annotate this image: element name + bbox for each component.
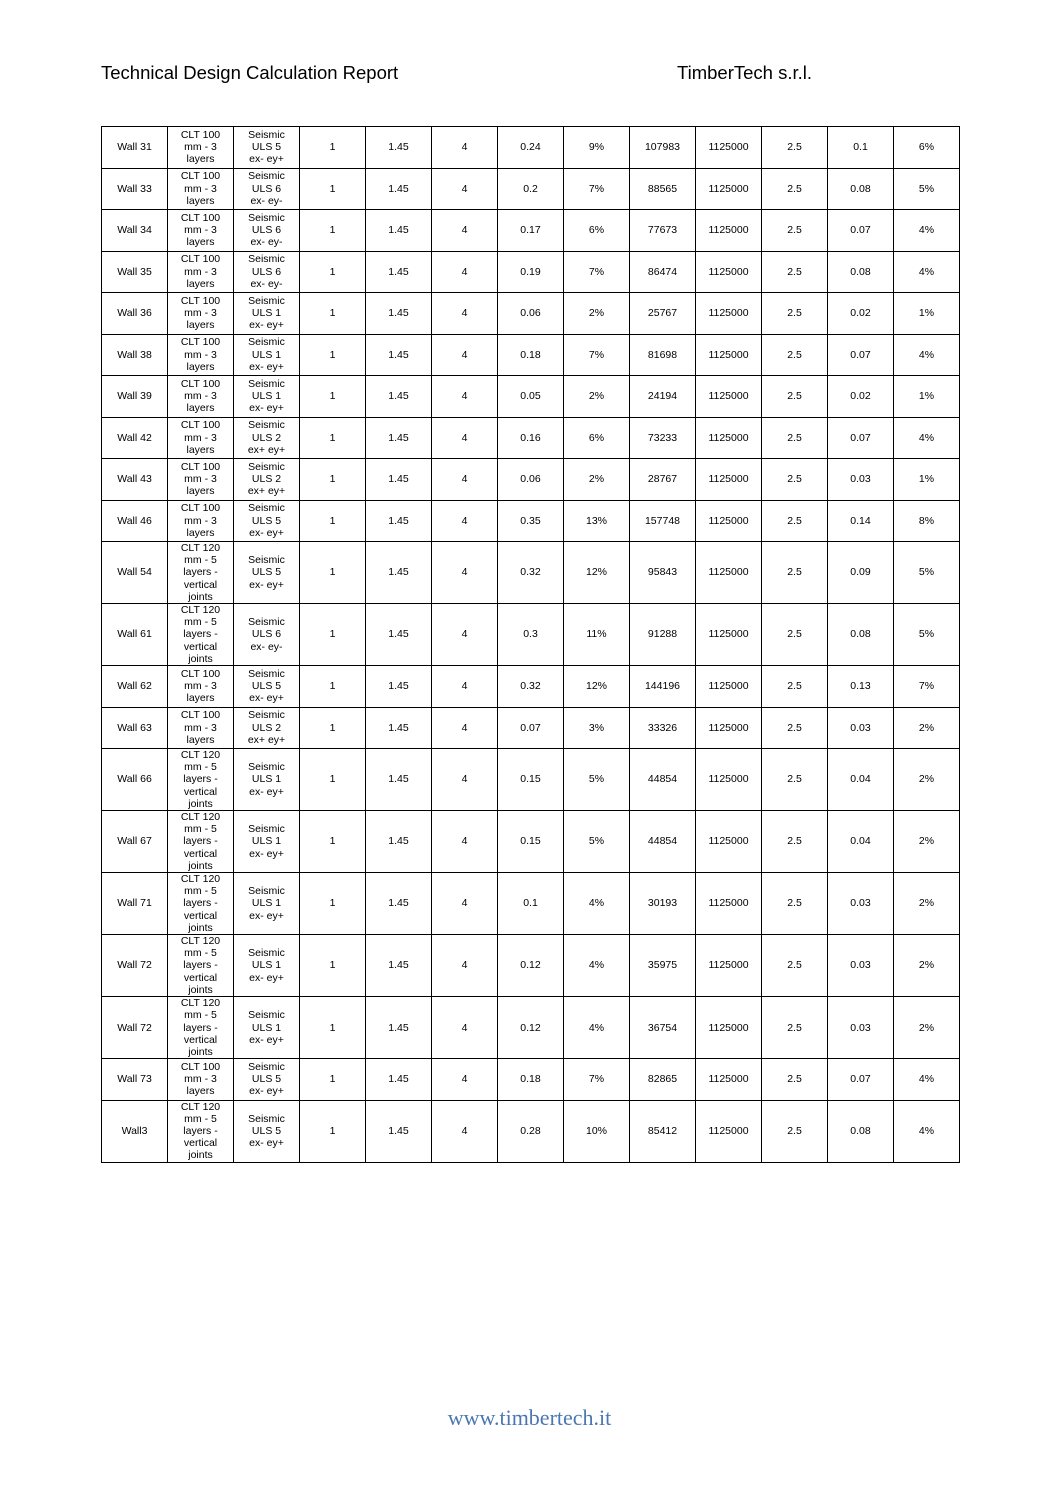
table-cell-col-4: 1 bbox=[300, 997, 366, 1059]
table-cell-col-7: 0.18 bbox=[498, 1059, 564, 1101]
table-cell-col-6: 4 bbox=[432, 542, 498, 604]
table-row bbox=[102, 1059, 960, 1101]
table-cell-wall-name: Wall 67 bbox=[102, 811, 168, 873]
table-cell-col-10: 1125000 bbox=[696, 935, 762, 997]
table-cell-col-4: 1 bbox=[300, 376, 366, 418]
table-cell-col-13: 1% bbox=[894, 376, 960, 418]
table-cell-load-combination: Seismic ULS 6 ex- ey- bbox=[234, 251, 300, 293]
table-cell-col-13: 6% bbox=[894, 127, 960, 169]
table-cell-col-8: 4% bbox=[564, 997, 630, 1059]
table-cell-col-13: 5% bbox=[894, 168, 960, 210]
table-cell-panel-type: CLT 100 mm - 3 layers bbox=[168, 666, 234, 708]
table-cell-col-7: 0.17 bbox=[498, 210, 564, 252]
table-cell-col-8: 6% bbox=[564, 210, 630, 252]
table-row bbox=[102, 542, 960, 604]
table-cell-col-5: 1.45 bbox=[366, 873, 432, 935]
table-cell-col-12: 0.14 bbox=[828, 500, 894, 542]
table-cell-wall-name: Wall 33 bbox=[102, 168, 168, 210]
table-cell-col-7: 0.12 bbox=[498, 935, 564, 997]
table-cell-col-6: 4 bbox=[432, 707, 498, 749]
table-cell-col-9: 44854 bbox=[630, 749, 696, 811]
table-cell-col-13: 2% bbox=[894, 935, 960, 997]
table-cell-col-8: 12% bbox=[564, 666, 630, 708]
table-cell-col-6: 4 bbox=[432, 811, 498, 873]
table-cell-col-13: 4% bbox=[894, 251, 960, 293]
table-cell-col-10: 1125000 bbox=[696, 417, 762, 459]
table-cell-col-12: 0.08 bbox=[828, 251, 894, 293]
table-cell-col-6: 4 bbox=[432, 604, 498, 666]
table-cell-panel-type: CLT 120 mm - 5 layers - vertical joints bbox=[168, 1100, 234, 1162]
table-cell-wall-name: Wall 66 bbox=[102, 749, 168, 811]
table-cell-col-10: 1125000 bbox=[696, 127, 762, 169]
table-cell-col-6: 4 bbox=[432, 251, 498, 293]
table-cell-load-combination: Seismic ULS 1 ex- ey+ bbox=[234, 873, 300, 935]
table-cell-panel-type: CLT 120 mm - 5 layers - vertical joints bbox=[168, 542, 234, 604]
table-row bbox=[102, 459, 960, 501]
table-cell-col-12: 0.04 bbox=[828, 749, 894, 811]
table-cell-col-13: 4% bbox=[894, 334, 960, 376]
table-cell-col-8: 4% bbox=[564, 935, 630, 997]
table-cell-col-10: 1125000 bbox=[696, 210, 762, 252]
table-row bbox=[102, 997, 960, 1059]
table-cell-col-11: 2.5 bbox=[762, 251, 828, 293]
table-cell-col-5: 1.45 bbox=[366, 1100, 432, 1162]
table-cell-col-10: 1125000 bbox=[696, 997, 762, 1059]
table-row bbox=[102, 1100, 960, 1162]
table-cell-col-11: 2.5 bbox=[762, 811, 828, 873]
table-cell-col-10: 1125000 bbox=[696, 542, 762, 604]
table-cell-col-12: 0.07 bbox=[828, 210, 894, 252]
table-cell-panel-type: CLT 120 mm - 5 layers - vertical joints bbox=[168, 935, 234, 997]
table-cell-col-5: 1.45 bbox=[366, 251, 432, 293]
table-cell-col-6: 4 bbox=[432, 1059, 498, 1101]
table-cell-col-9: 81698 bbox=[630, 334, 696, 376]
table-cell-col-5: 1.45 bbox=[366, 293, 432, 335]
table-cell-col-9: 36754 bbox=[630, 997, 696, 1059]
table-cell-col-9: 157748 bbox=[630, 500, 696, 542]
table-cell-load-combination: Seismic ULS 5 ex- ey+ bbox=[234, 542, 300, 604]
table-cell-col-5: 1.45 bbox=[366, 127, 432, 169]
table-cell-col-11: 2.5 bbox=[762, 707, 828, 749]
table-cell-col-11: 2.5 bbox=[762, 1100, 828, 1162]
table-cell-col-13: 2% bbox=[894, 811, 960, 873]
table-cell-col-11: 2.5 bbox=[762, 210, 828, 252]
table-cell-col-4: 1 bbox=[300, 251, 366, 293]
table-cell-col-6: 4 bbox=[432, 168, 498, 210]
table-cell-col-4: 1 bbox=[300, 334, 366, 376]
table-cell-col-11: 2.5 bbox=[762, 127, 828, 169]
report-title: Technical Design Calculation Report bbox=[101, 62, 399, 83]
table-cell-col-4: 1 bbox=[300, 666, 366, 708]
table-cell-panel-type: CLT 100 mm - 3 layers bbox=[168, 168, 234, 210]
table-cell-col-5: 1.45 bbox=[366, 604, 432, 666]
table-cell-load-combination: Seismic ULS 5 ex- ey+ bbox=[234, 666, 300, 708]
table-cell-col-12: 0.07 bbox=[828, 1059, 894, 1101]
table-cell-col-6: 4 bbox=[432, 873, 498, 935]
table-cell-col-4: 1 bbox=[300, 707, 366, 749]
table-cell-col-11: 2.5 bbox=[762, 666, 828, 708]
table-cell-panel-type: CLT 100 mm - 3 layers bbox=[168, 376, 234, 418]
table-cell-col-11: 2.5 bbox=[762, 935, 828, 997]
table-cell-col-6: 4 bbox=[432, 293, 498, 335]
table-cell-col-4: 1 bbox=[300, 168, 366, 210]
table-cell-col-6: 4 bbox=[432, 666, 498, 708]
table-cell-col-12: 0.08 bbox=[828, 1100, 894, 1162]
table-cell-col-12: 0.09 bbox=[828, 542, 894, 604]
table-cell-panel-type: CLT 100 mm - 3 layers bbox=[168, 707, 234, 749]
table-cell-col-12: 0.03 bbox=[828, 459, 894, 501]
table-cell-panel-type: CLT 100 mm - 3 layers bbox=[168, 127, 234, 169]
table-cell-panel-type: CLT 100 mm - 3 layers bbox=[168, 334, 234, 376]
table-cell-col-5: 1.45 bbox=[366, 210, 432, 252]
table-cell-col-10: 1125000 bbox=[696, 293, 762, 335]
table-cell-col-12: 0.07 bbox=[828, 334, 894, 376]
table-row bbox=[102, 604, 960, 666]
table-cell-col-5: 1.45 bbox=[366, 542, 432, 604]
table-cell-col-5: 1.45 bbox=[366, 935, 432, 997]
table-cell-panel-type: CLT 100 mm - 3 layers bbox=[168, 210, 234, 252]
table-cell-load-combination: Seismic ULS 1 ex- ey+ bbox=[234, 811, 300, 873]
table-cell-panel-type: CLT 120 mm - 5 layers - vertical joints bbox=[168, 604, 234, 666]
table-cell-col-13: 2% bbox=[894, 749, 960, 811]
table-cell-col-9: 91288 bbox=[630, 604, 696, 666]
table-cell-col-8: 10% bbox=[564, 1100, 630, 1162]
table-cell-col-7: 0.24 bbox=[498, 127, 564, 169]
table-cell-wall-name: Wall 54 bbox=[102, 542, 168, 604]
table-cell-col-8: 6% bbox=[564, 417, 630, 459]
table-cell-col-10: 1125000 bbox=[696, 749, 762, 811]
table-row bbox=[102, 376, 960, 418]
table-cell-col-4: 1 bbox=[300, 417, 366, 459]
table-cell-col-7: 0.12 bbox=[498, 997, 564, 1059]
table-cell-col-6: 4 bbox=[432, 417, 498, 459]
table-cell-col-5: 1.45 bbox=[366, 997, 432, 1059]
table-cell-col-10: 1125000 bbox=[696, 168, 762, 210]
table-cell-col-10: 1125000 bbox=[696, 1100, 762, 1162]
table-cell-col-4: 1 bbox=[300, 500, 366, 542]
table-body bbox=[102, 127, 960, 1163]
table-cell-load-combination: Seismic ULS 5 ex- ey+ bbox=[234, 127, 300, 169]
table-cell-col-4: 1 bbox=[300, 1059, 366, 1101]
wall-verification-table bbox=[101, 126, 960, 1163]
footer-website: www.timbertech.it bbox=[447, 1405, 612, 1430]
table-cell-col-7: 0.06 bbox=[498, 459, 564, 501]
table-cell-wall-name: Wall 38 bbox=[102, 334, 168, 376]
table-cell-col-12: 0.08 bbox=[828, 168, 894, 210]
table-cell-col-10: 1125000 bbox=[696, 334, 762, 376]
table-cell-col-8: 12% bbox=[564, 542, 630, 604]
table-cell-load-combination: Seismic ULS 2 ex+ ey+ bbox=[234, 707, 300, 749]
table-cell-col-8: 7% bbox=[564, 168, 630, 210]
table-cell-load-combination: Seismic ULS 1 ex- ey+ bbox=[234, 293, 300, 335]
table-row bbox=[102, 935, 960, 997]
table-cell-wall-name: Wall 42 bbox=[102, 417, 168, 459]
table-cell-wall-name: Wall 31 bbox=[102, 127, 168, 169]
table-cell-col-9: 73233 bbox=[630, 417, 696, 459]
table-cell-col-13: 4% bbox=[894, 1059, 960, 1101]
table-cell-col-11: 2.5 bbox=[762, 376, 828, 418]
table-cell-col-13: 1% bbox=[894, 293, 960, 335]
table-cell-col-4: 1 bbox=[300, 127, 366, 169]
table-cell-col-9: 28767 bbox=[630, 459, 696, 501]
table-cell-col-11: 2.5 bbox=[762, 417, 828, 459]
table-cell-load-combination: Seismic ULS 1 ex- ey+ bbox=[234, 334, 300, 376]
table-row bbox=[102, 873, 960, 935]
table-cell-col-9: 25767 bbox=[630, 293, 696, 335]
table-cell-wall-name: Wall 71 bbox=[102, 873, 168, 935]
table-cell-wall-name: Wall 72 bbox=[102, 935, 168, 997]
table-cell-col-8: 7% bbox=[564, 334, 630, 376]
company-name: TimberTech s.r.l. bbox=[677, 62, 813, 83]
table-cell-wall-name: Wall 62 bbox=[102, 666, 168, 708]
table-cell-col-9: 44854 bbox=[630, 811, 696, 873]
table-cell-col-4: 1 bbox=[300, 811, 366, 873]
table-row bbox=[102, 666, 960, 708]
table-cell-col-6: 4 bbox=[432, 935, 498, 997]
table-cell-col-12: 0.07 bbox=[828, 417, 894, 459]
table-cell-wall-name: Wall 63 bbox=[102, 707, 168, 749]
table-cell-col-10: 1125000 bbox=[696, 604, 762, 666]
table-cell-col-5: 1.45 bbox=[366, 334, 432, 376]
table-cell-col-7: 0.32 bbox=[498, 666, 564, 708]
table-cell-col-4: 1 bbox=[300, 604, 366, 666]
table-cell-col-5: 1.45 bbox=[366, 666, 432, 708]
table-cell-col-8: 2% bbox=[564, 376, 630, 418]
table-cell-col-8: 5% bbox=[564, 749, 630, 811]
table-row bbox=[102, 811, 960, 873]
table-cell-col-12: 0.08 bbox=[828, 604, 894, 666]
table-cell-col-11: 2.5 bbox=[762, 334, 828, 376]
table-cell-wall-name: Wall 72 bbox=[102, 997, 168, 1059]
table-cell-col-6: 4 bbox=[432, 500, 498, 542]
table-cell-col-6: 4 bbox=[432, 376, 498, 418]
table-cell-col-8: 5% bbox=[564, 811, 630, 873]
table-cell-wall-name: Wall 35 bbox=[102, 251, 168, 293]
table-cell-load-combination: Seismic ULS 6 ex- ey- bbox=[234, 210, 300, 252]
table-cell-col-13: 1% bbox=[894, 459, 960, 501]
table-cell-col-4: 1 bbox=[300, 542, 366, 604]
table-cell-col-11: 2.5 bbox=[762, 997, 828, 1059]
table-cell-col-11: 2.5 bbox=[762, 873, 828, 935]
table-cell-load-combination: Seismic ULS 2 ex+ ey+ bbox=[234, 417, 300, 459]
table-cell-col-9: 95843 bbox=[630, 542, 696, 604]
table-cell-col-8: 3% bbox=[564, 707, 630, 749]
table-cell-col-5: 1.45 bbox=[366, 417, 432, 459]
table-cell-load-combination: Seismic ULS 5 ex- ey+ bbox=[234, 500, 300, 542]
table-cell-wall-name: Wall 36 bbox=[102, 293, 168, 335]
table-cell-col-9: 30193 bbox=[630, 873, 696, 935]
table-cell-col-5: 1.45 bbox=[366, 707, 432, 749]
table-cell-load-combination: Seismic ULS 2 ex+ ey+ bbox=[234, 459, 300, 501]
table-cell-col-12: 0.04 bbox=[828, 811, 894, 873]
table-cell-col-6: 4 bbox=[432, 459, 498, 501]
table-cell-col-5: 1.45 bbox=[366, 1059, 432, 1101]
table-cell-col-5: 1.45 bbox=[366, 500, 432, 542]
table-cell-col-4: 1 bbox=[300, 293, 366, 335]
table-cell-col-12: 0.03 bbox=[828, 935, 894, 997]
table-cell-load-combination: Seismic ULS 1 ex- ey+ bbox=[234, 749, 300, 811]
table-cell-col-7: 0.06 bbox=[498, 293, 564, 335]
table-cell-wall-name: Wall 73 bbox=[102, 1059, 168, 1101]
table-cell-col-11: 2.5 bbox=[762, 168, 828, 210]
table-row bbox=[102, 293, 960, 335]
table-row bbox=[102, 707, 960, 749]
table-cell-col-9: 24194 bbox=[630, 376, 696, 418]
table-cell-col-8: 9% bbox=[564, 127, 630, 169]
table-cell-col-5: 1.45 bbox=[366, 749, 432, 811]
table-cell-wall-name: Wall3 bbox=[102, 1100, 168, 1162]
table-cell-col-10: 1125000 bbox=[696, 251, 762, 293]
table-cell-col-7: 0.32 bbox=[498, 542, 564, 604]
table-cell-col-10: 1125000 bbox=[696, 500, 762, 542]
table-cell-col-12: 0.02 bbox=[828, 376, 894, 418]
table-row bbox=[102, 210, 960, 252]
table-cell-col-7: 0.16 bbox=[498, 417, 564, 459]
table-cell-col-8: 2% bbox=[564, 293, 630, 335]
table-cell-col-13: 2% bbox=[894, 707, 960, 749]
table-cell-load-combination: Seismic ULS 1 ex- ey+ bbox=[234, 935, 300, 997]
table-cell-col-7: 0.15 bbox=[498, 749, 564, 811]
table-cell-col-4: 1 bbox=[300, 210, 366, 252]
table-cell-col-7: 0.3 bbox=[498, 604, 564, 666]
table-cell-col-11: 2.5 bbox=[762, 1059, 828, 1101]
table-cell-col-12: 0.02 bbox=[828, 293, 894, 335]
table-cell-col-6: 4 bbox=[432, 127, 498, 169]
table-cell-load-combination: Seismic ULS 1 ex- ey+ bbox=[234, 997, 300, 1059]
table-cell-col-10: 1125000 bbox=[696, 707, 762, 749]
table-cell-col-6: 4 bbox=[432, 210, 498, 252]
table-cell-col-11: 2.5 bbox=[762, 542, 828, 604]
table-row bbox=[102, 500, 960, 542]
table-cell-col-12: 0.03 bbox=[828, 997, 894, 1059]
table-cell-wall-name: Wall 39 bbox=[102, 376, 168, 418]
table-cell-load-combination: Seismic ULS 5 ex- ey+ bbox=[234, 1100, 300, 1162]
table-cell-col-9: 77673 bbox=[630, 210, 696, 252]
table-cell-col-13: 5% bbox=[894, 604, 960, 666]
table-cell-panel-type: CLT 100 mm - 3 layers bbox=[168, 251, 234, 293]
table-cell-wall-name: Wall 43 bbox=[102, 459, 168, 501]
table-cell-load-combination: Seismic ULS 6 ex- ey- bbox=[234, 168, 300, 210]
table-cell-col-9: 107983 bbox=[630, 127, 696, 169]
table-row bbox=[102, 749, 960, 811]
table-cell-panel-type: CLT 120 mm - 5 layers - vertical joints bbox=[168, 997, 234, 1059]
table-cell-col-6: 4 bbox=[432, 334, 498, 376]
table-cell-col-13: 7% bbox=[894, 666, 960, 708]
table-cell-col-7: 0.05 bbox=[498, 376, 564, 418]
table-cell-col-13: 2% bbox=[894, 873, 960, 935]
table-cell-col-4: 1 bbox=[300, 749, 366, 811]
table-cell-col-10: 1125000 bbox=[696, 666, 762, 708]
table-cell-col-10: 1125000 bbox=[696, 811, 762, 873]
table-cell-col-10: 1125000 bbox=[696, 459, 762, 501]
table-cell-col-10: 1125000 bbox=[696, 376, 762, 418]
table-row bbox=[102, 417, 960, 459]
table-cell-col-5: 1.45 bbox=[366, 811, 432, 873]
table-cell-panel-type: CLT 100 mm - 3 layers bbox=[168, 1059, 234, 1101]
table-row bbox=[102, 168, 960, 210]
table-cell-load-combination: Seismic ULS 1 ex- ey+ bbox=[234, 376, 300, 418]
table-cell-col-7: 0.15 bbox=[498, 811, 564, 873]
table-cell-col-9: 85412 bbox=[630, 1100, 696, 1162]
table-row bbox=[102, 251, 960, 293]
table-cell-col-12: 0.03 bbox=[828, 707, 894, 749]
table-cell-col-11: 2.5 bbox=[762, 459, 828, 501]
table-cell-col-10: 1125000 bbox=[696, 873, 762, 935]
table-cell-col-9: 82865 bbox=[630, 1059, 696, 1101]
table-cell-col-13: 4% bbox=[894, 417, 960, 459]
table-cell-col-8: 4% bbox=[564, 873, 630, 935]
table-cell-col-11: 2.5 bbox=[762, 749, 828, 811]
table-cell-col-8: 7% bbox=[564, 251, 630, 293]
table-cell-col-13: 4% bbox=[894, 1100, 960, 1162]
table-cell-col-7: 0.1 bbox=[498, 873, 564, 935]
table-cell-wall-name: Wall 61 bbox=[102, 604, 168, 666]
table-cell-col-13: 5% bbox=[894, 542, 960, 604]
table-cell-col-5: 1.45 bbox=[366, 459, 432, 501]
table-cell-col-4: 1 bbox=[300, 873, 366, 935]
table-cell-col-5: 1.45 bbox=[366, 376, 432, 418]
table-cell-panel-type: CLT 100 mm - 3 layers bbox=[168, 417, 234, 459]
table-cell-col-7: 0.28 bbox=[498, 1100, 564, 1162]
table-cell-col-7: 0.35 bbox=[498, 500, 564, 542]
table-cell-col-12: 0.03 bbox=[828, 873, 894, 935]
table-cell-col-7: 0.2 bbox=[498, 168, 564, 210]
table-cell-wall-name: Wall 46 bbox=[102, 500, 168, 542]
table-cell-col-8: 11% bbox=[564, 604, 630, 666]
table-cell-col-4: 1 bbox=[300, 935, 366, 997]
table-cell-col-11: 2.5 bbox=[762, 293, 828, 335]
table-cell-wall-name: Wall 34 bbox=[102, 210, 168, 252]
table-cell-col-11: 2.5 bbox=[762, 500, 828, 542]
table-cell-col-7: 0.18 bbox=[498, 334, 564, 376]
table-cell-col-9: 88565 bbox=[630, 168, 696, 210]
table-cell-panel-type: CLT 100 mm - 3 layers bbox=[168, 459, 234, 501]
table-cell-col-8: 2% bbox=[564, 459, 630, 501]
table-cell-panel-type: CLT 100 mm - 3 layers bbox=[168, 293, 234, 335]
table-cell-col-9: 35975 bbox=[630, 935, 696, 997]
table-cell-col-13: 8% bbox=[894, 500, 960, 542]
table-cell-col-7: 0.19 bbox=[498, 251, 564, 293]
table-cell-col-12: 0.13 bbox=[828, 666, 894, 708]
table-row bbox=[102, 127, 960, 169]
table-cell-col-4: 1 bbox=[300, 1100, 366, 1162]
table-cell-panel-type: CLT 120 mm - 5 layers - vertical joints bbox=[168, 873, 234, 935]
table-cell-col-8: 13% bbox=[564, 500, 630, 542]
table-cell-col-10: 1125000 bbox=[696, 1059, 762, 1101]
table-cell-panel-type: CLT 120 mm - 5 layers - vertical joints bbox=[168, 811, 234, 873]
table-cell-col-5: 1.45 bbox=[366, 168, 432, 210]
table-cell-col-11: 2.5 bbox=[762, 604, 828, 666]
table-cell-col-13: 4% bbox=[894, 210, 960, 252]
table-row bbox=[102, 334, 960, 376]
table-cell-load-combination: Seismic ULS 6 ex- ey- bbox=[234, 604, 300, 666]
table-cell-col-6: 4 bbox=[432, 1100, 498, 1162]
table-cell-load-combination: Seismic ULS 5 ex- ey+ bbox=[234, 1059, 300, 1101]
table-cell-col-6: 4 bbox=[432, 997, 498, 1059]
table-cell-col-6: 4 bbox=[432, 749, 498, 811]
table-cell-col-7: 0.07 bbox=[498, 707, 564, 749]
table-cell-panel-type: CLT 100 mm - 3 layers bbox=[168, 500, 234, 542]
table-cell-col-12: 0.1 bbox=[828, 127, 894, 169]
table-cell-col-4: 1 bbox=[300, 459, 366, 501]
table-cell-col-8: 7% bbox=[564, 1059, 630, 1101]
table-cell-col-9: 86474 bbox=[630, 251, 696, 293]
table-cell-col-9: 33326 bbox=[630, 707, 696, 749]
table-cell-panel-type: CLT 120 mm - 5 layers - vertical joints bbox=[168, 749, 234, 811]
table-cell-col-9: 144196 bbox=[630, 666, 696, 708]
table-cell-col-13: 2% bbox=[894, 997, 960, 1059]
